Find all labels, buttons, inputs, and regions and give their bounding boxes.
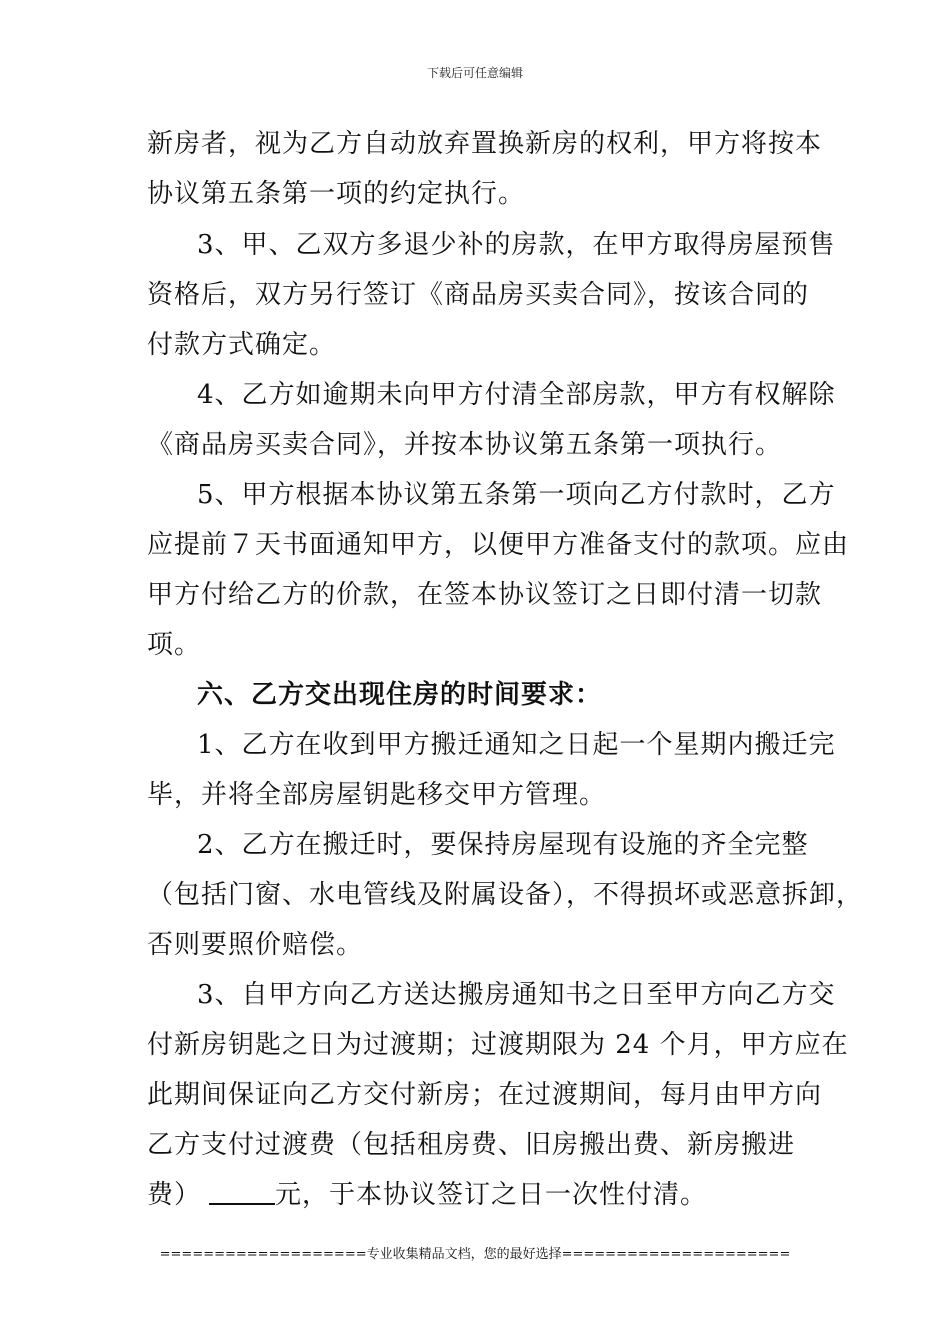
paragraph-line: 此期间保证向乙方交付新房；在过渡期间，每月由甲方向 [147,1080,823,1110]
paragraph-line: 毕，并将全部房屋钥匙移交甲方管理。 [147,780,607,810]
paragraph-line: 《商品房买卖合同》，并按本协议第五条第一项执行。 [147,430,783,460]
page-footer: ===================专业收集精品文档，您的最好选择===================== [159,1247,791,1262]
paragraph-line: （包括门窗、水电管线及附属设备），不得损坏或恶意拆卸， [147,880,864,910]
clause-6-item-2: 2、乙方在搬迁时，要保持房屋现有设施的齐全完整 [197,830,809,860]
paragraph-line: 乙方支付过渡费（包括租房费、旧房搬出费、新房搬进 [147,1130,796,1160]
clause-5-item-5: 5、甲方根据本协议第五条第一项向乙方付款时，乙方 [197,480,836,510]
page-header-note: 下载后可任意编辑 [426,66,523,80]
clause-5-item-4: 4、乙方如逾期未向甲方付清全部房款，甲方有权解除 [197,380,836,410]
paragraph-line: 付款方式确定。 [147,330,337,360]
clause-5-item-3: 3、甲、乙双方多退少补的房款，在甲方取得房屋预售 [197,230,836,260]
section-heading: 六、乙方交出现住房的时间要求： [197,680,603,710]
paragraph-line: 应提前７天书面通知甲方，以便甲方准备支付的款项。应由 [147,530,850,560]
clause-6-item-1: 1、乙方在收到甲方搬迁通知之日起一个星期内搬迁完 [197,730,836,760]
paragraph-line: 协议第五条第一项的约定执行。 [147,179,526,209]
fill-in-blank [209,1177,275,1205]
last-line-suffix: 元，于本协议签订之日一次性付清。 [275,1180,708,1210]
last-line-prefix: 费） [147,1180,202,1210]
paragraph-line-with-blank [147,1177,707,1213]
paragraph-line: 否则要照价赔偿。 [147,930,364,960]
paragraph-line: 新房者，视为乙方自动放弃置换新房的权利，甲方将按本 [147,129,823,159]
paragraph-line: 项。 [147,630,202,660]
paragraph-line: 付新房钥匙之日为过渡期；过渡期限为 24 个月，甲方应在 [147,1030,849,1060]
clause-6-item-3: 3、自甲方向乙方送达搬房通知书之日至甲方向乙方交 [197,980,836,1010]
paragraph-line: 资格后，双方另行签订《商品房买卖合同》，按该合同的 [147,280,810,310]
paragraph-line: 甲方付给乙方的价款，在签本协议签订之日即付清一切款 [147,580,823,610]
